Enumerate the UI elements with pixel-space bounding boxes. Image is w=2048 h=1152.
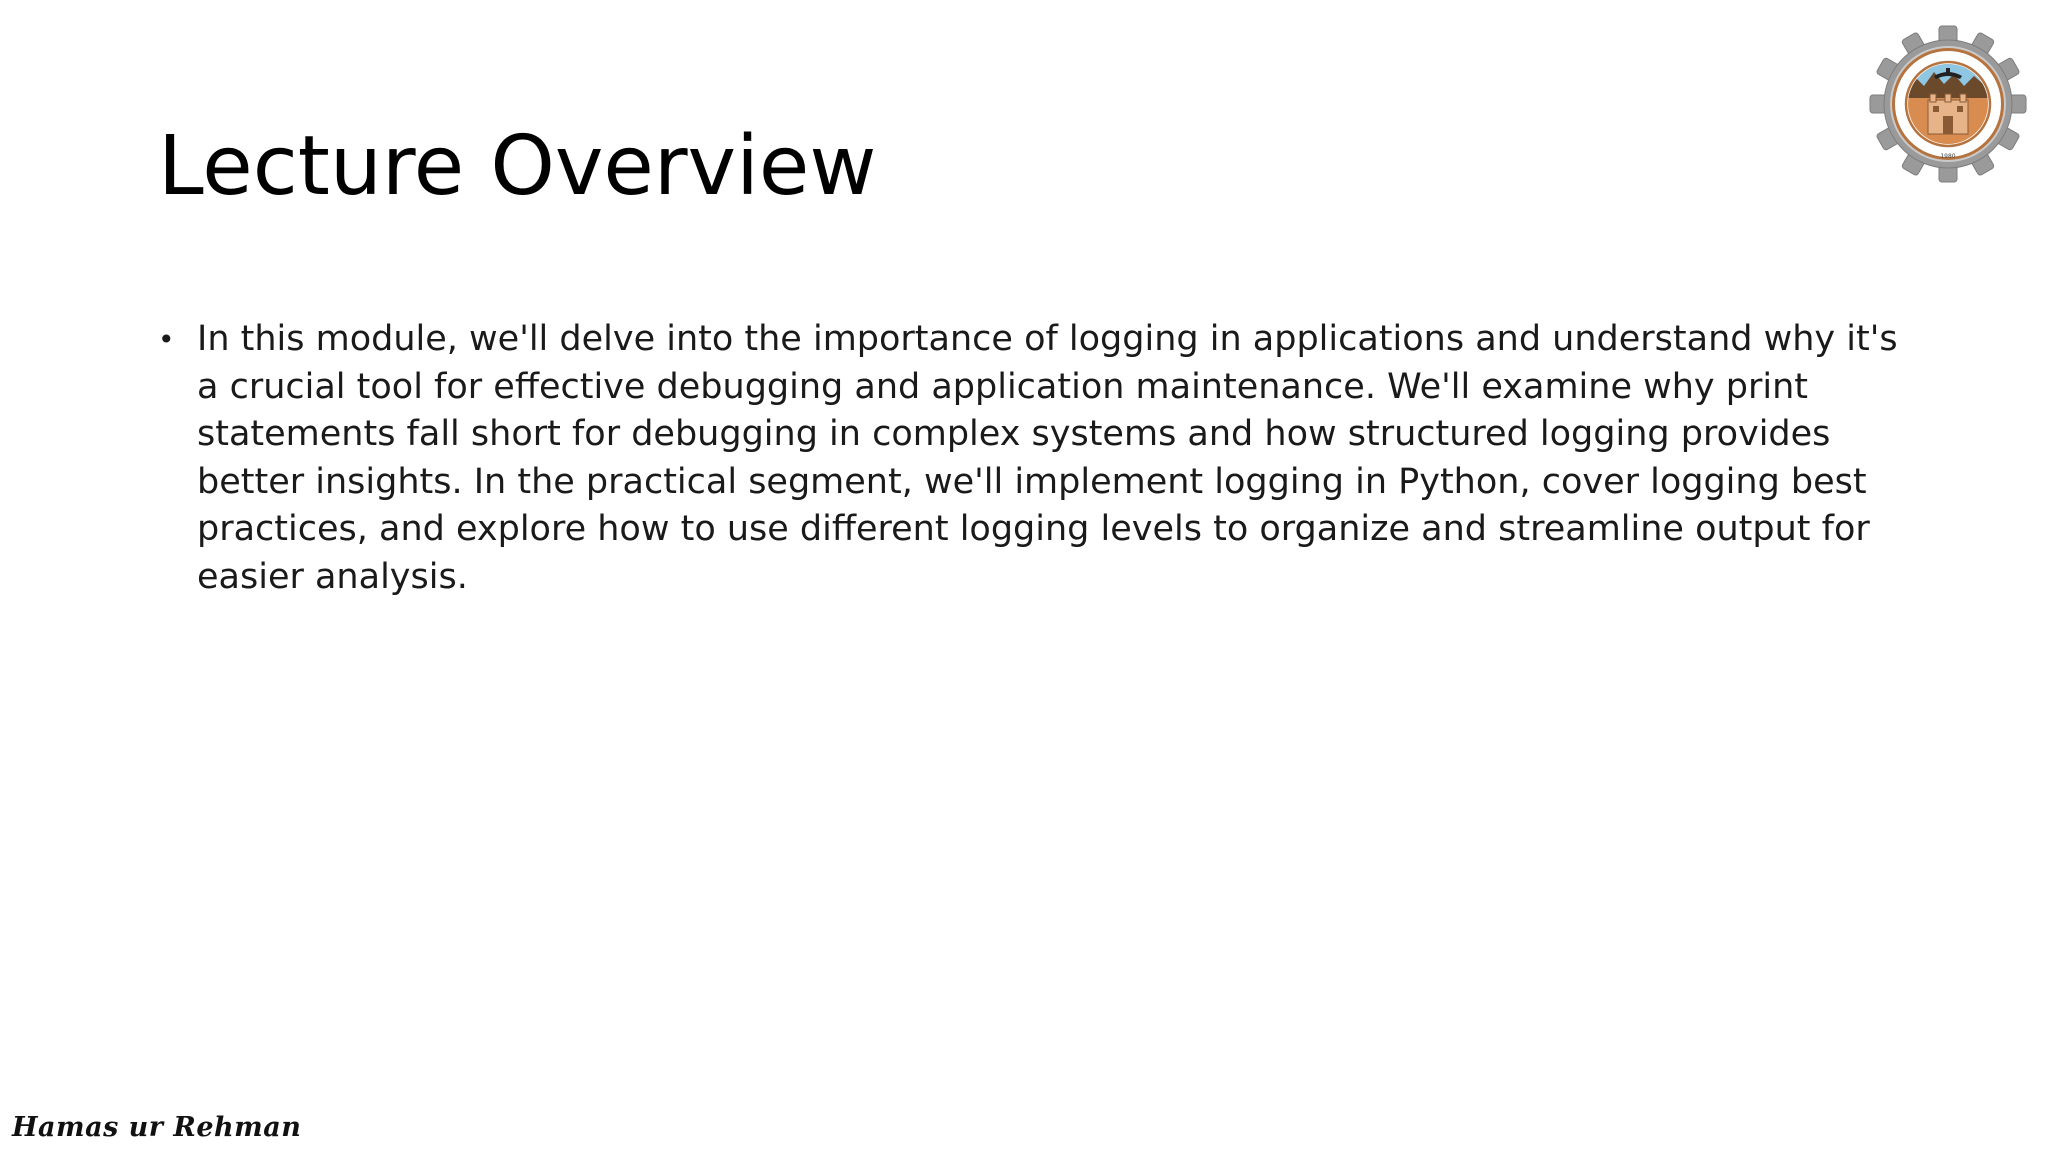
slide-title: Lecture Overview (158, 119, 877, 214)
bullet-dot-icon: • (158, 323, 175, 356)
author-signature: Hamas ur Rehman (12, 1112, 302, 1143)
bullet-text: In this module, we'll delve into the importance of logging in applications and understand why it's a crucial tool for effective debugging and application maintenance. We'll examine why print statements fall short for debugging in complex systems and how structured logging provides better insights. In the practical segment, we'll implement logging in Python, cover logging best practices, and explore how to use different logging levels to organize and streamline output for easier analysis. (197, 319, 1898, 597)
university-seal-icon (1868, 24, 2028, 184)
bullet-item (158, 316, 1918, 601)
bullet-list (158, 316, 1918, 601)
seal-year: 1980 (1940, 153, 1956, 160)
